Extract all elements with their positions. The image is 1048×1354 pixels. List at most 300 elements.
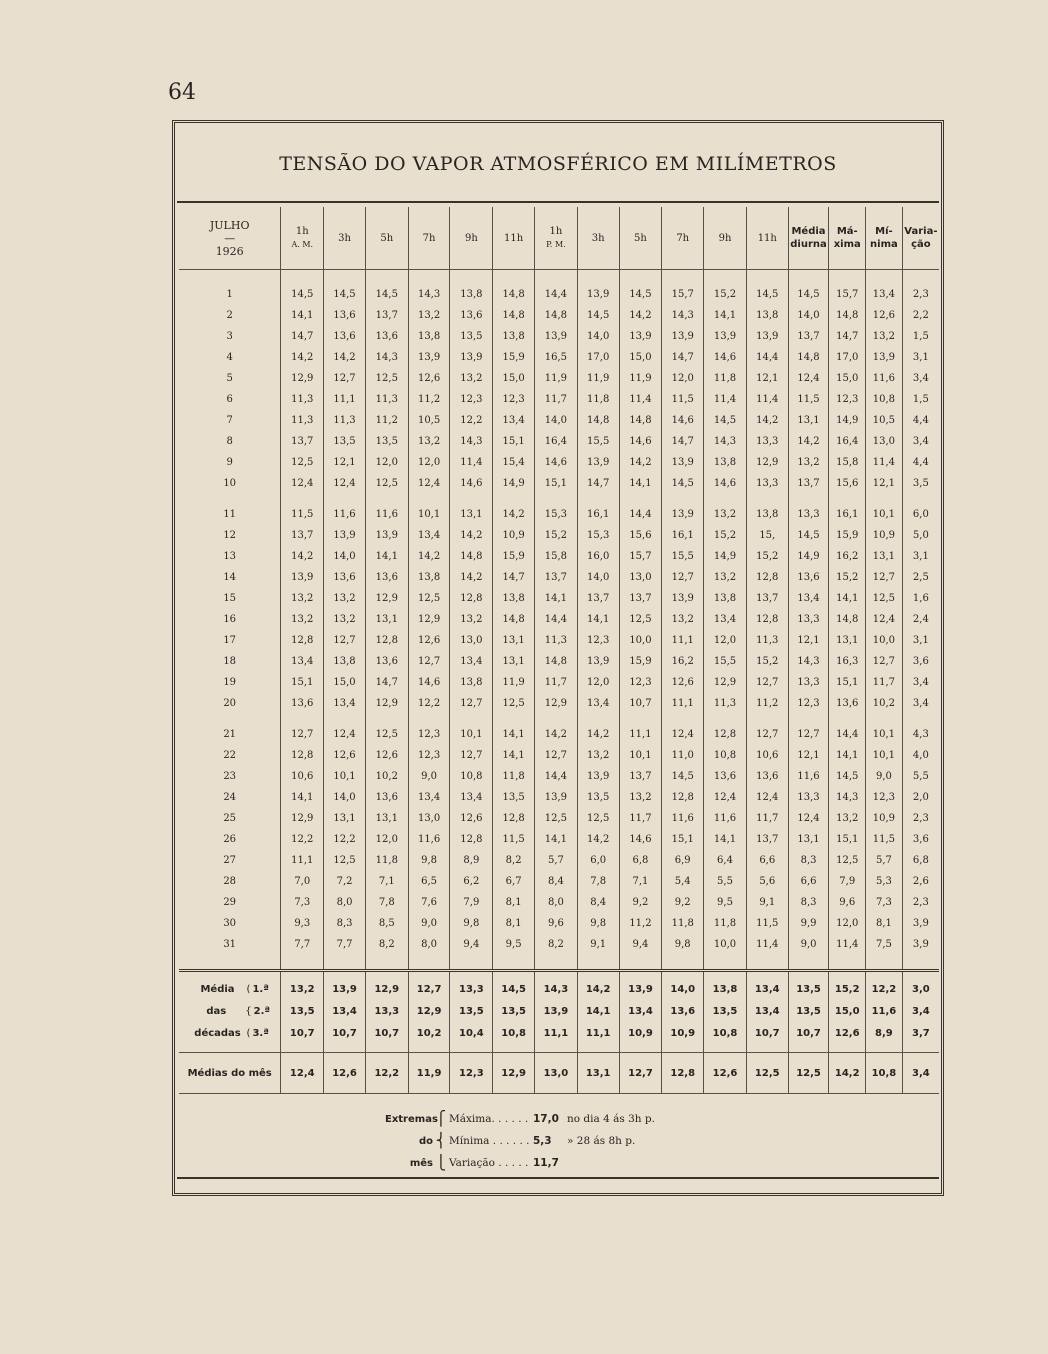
value-cell: 13,7 — [788, 326, 829, 347]
value-cell: 7,7 — [324, 934, 366, 971]
column-header-top: 7h — [676, 232, 690, 244]
value-cell: 9,0 — [408, 766, 450, 787]
value-cell: 4,4 — [902, 452, 939, 473]
table-row — [179, 431, 939, 452]
value-cell: 15,7 — [619, 546, 662, 567]
value-cell: 11,6 — [866, 368, 903, 389]
value-cell: 15,1 — [281, 672, 324, 693]
column-header — [324, 207, 366, 270]
value-cell: 15,9 — [493, 546, 535, 567]
value-cell: 11,5 — [662, 389, 704, 410]
value-cell: 10,6 — [281, 766, 324, 787]
monthly-value-cell: 13,1 — [577, 1053, 619, 1094]
column-header-top: 7h — [422, 232, 436, 244]
month-dash: — — [224, 231, 236, 245]
value-cell: 11,3 — [281, 410, 324, 431]
day-cell: 9 — [226, 457, 233, 468]
value-cell: 3,4 — [902, 693, 939, 714]
value-cell: 3,1 — [902, 347, 939, 368]
column-header-top: 1h — [295, 226, 309, 237]
value-cell: 14,2 — [619, 305, 662, 326]
value-cell: 8,1 — [493, 913, 535, 934]
value-cell: 9,0 — [788, 934, 829, 971]
value-cell: 14,7 — [662, 431, 704, 452]
value-cell: 10,0 — [619, 630, 662, 651]
value-cell: 15,9 — [493, 347, 535, 368]
decade-value-cell: 15,0 — [829, 1000, 866, 1022]
table-row — [179, 672, 939, 693]
value-cell: 14,8 — [619, 410, 662, 431]
table-row — [179, 410, 939, 431]
value-cell: 11,9 — [535, 368, 578, 389]
value-cell: 12,3 — [577, 630, 619, 651]
value-cell: 8,9 — [450, 850, 493, 871]
value-cell: 12,3 — [788, 693, 829, 714]
title-divider — [177, 201, 939, 203]
value-cell: 14,8 — [788, 347, 829, 368]
value-cell: 14,7 — [493, 567, 535, 588]
value-cell: 15, — [746, 525, 788, 546]
value-cell: 5,0 — [902, 525, 939, 546]
value-cell: 14,0 — [577, 326, 619, 347]
column-header — [365, 207, 408, 270]
value-cell: 13,9 — [408, 347, 450, 368]
value-cell: 12,8 — [493, 808, 535, 829]
value-cell: 10,9 — [866, 525, 903, 546]
value-cell: 12,6 — [866, 305, 903, 326]
column-header — [902, 207, 939, 270]
value-cell: 12,0 — [365, 452, 408, 473]
year-label: 1926 — [215, 244, 244, 258]
value-cell: 13,6 — [324, 326, 366, 347]
value-cell: 12,0 — [577, 672, 619, 693]
value-cell: 15,7 — [829, 270, 866, 306]
decade-value-cell: 14,2 — [577, 971, 619, 1001]
value-cell: 11,5 — [493, 829, 535, 850]
decade-value-cell: 13,5 — [493, 1000, 535, 1022]
value-cell: 12,7 — [746, 714, 788, 745]
decade-value-cell: 13,8 — [704, 971, 747, 1001]
value-cell: 15,9 — [829, 525, 866, 546]
month-header — [179, 207, 281, 270]
value-cell: 15,1 — [493, 431, 535, 452]
value-cell: 13,9 — [746, 326, 788, 347]
decade-value-cell: 15,2 — [829, 971, 866, 1001]
value-cell: 11,5 — [866, 829, 903, 850]
monthly-value-cell: 10,8 — [866, 1053, 903, 1094]
header-row — [179, 207, 939, 270]
table-row — [179, 588, 939, 609]
value-cell: 10,1 — [324, 766, 366, 787]
value-cell: 14,2 — [408, 546, 450, 567]
decade-label — [179, 1000, 281, 1022]
value-cell: 12,4 — [866, 609, 903, 630]
table-row — [179, 494, 939, 525]
value-cell: 12,4 — [324, 714, 366, 745]
value-cell: 11,7 — [746, 808, 788, 829]
value-cell: 16,1 — [577, 494, 619, 525]
value-cell: 13,7 — [281, 525, 324, 546]
value-cell: 11,5 — [281, 494, 324, 525]
value-cell: 13,6 — [450, 305, 493, 326]
value-cell: 15,1 — [535, 473, 578, 494]
value-cell: 13,4 — [450, 787, 493, 808]
day-cell: 17 — [223, 635, 237, 646]
decade-value-cell: 13,5 — [281, 1000, 324, 1022]
column-header-bottom: diurna — [790, 239, 827, 250]
value-cell: 13,8 — [746, 305, 788, 326]
value-cell: 14,4 — [535, 609, 578, 630]
value-cell: 13,8 — [408, 567, 450, 588]
decade-value-cell: 13,5 — [704, 1000, 747, 1022]
value-cell: 12,5 — [408, 588, 450, 609]
value-cell: 8,0 — [408, 934, 450, 971]
extreme-name: Máxima. . . . . . — [449, 1113, 529, 1125]
value-cell: 12,6 — [324, 745, 366, 766]
decade-value-cell: 13,6 — [662, 1000, 704, 1022]
column-header-bottom: xima — [833, 239, 861, 250]
decade-value-cell: 3,4 — [902, 1000, 939, 1022]
table-frame — [172, 120, 944, 1196]
decade-value-cell: 10,9 — [662, 1022, 704, 1053]
value-cell: 14,3 — [408, 270, 450, 306]
column-header — [577, 207, 619, 270]
column-header-bottom: P. M. — [546, 240, 566, 249]
value-cell: 14,1 — [577, 609, 619, 630]
value-cell: 3,6 — [902, 829, 939, 850]
extreme-row — [385, 1130, 655, 1152]
value-cell: 12,8 — [281, 630, 324, 651]
day-cell: 29 — [223, 897, 237, 908]
value-cell: 4,3 — [902, 714, 939, 745]
decade-value-cell: 13,9 — [535, 1000, 578, 1022]
value-cell: 13,5 — [450, 326, 493, 347]
value-cell: 11,4 — [746, 934, 788, 971]
decade-label — [179, 1022, 281, 1053]
column-header-top: Má- — [836, 226, 858, 237]
decade-value-cell: 14,3 — [535, 971, 578, 1001]
value-cell: 12,6 — [450, 808, 493, 829]
extreme-side-label: Extremas — [385, 1113, 438, 1125]
value-cell: 15,2 — [829, 567, 866, 588]
value-cell: 13,2 — [324, 609, 366, 630]
value-cell: 11,7 — [619, 808, 662, 829]
value-cell: 13,4 — [450, 651, 493, 672]
value-cell: 14,6 — [704, 347, 747, 368]
value-cell: 12,3 — [408, 745, 450, 766]
decade-number: 1.ª — [252, 983, 269, 995]
value-cell: 15,4 — [493, 452, 535, 473]
monthly-value-cell: 12,4 — [281, 1053, 324, 1094]
decade-value-cell: 13,4 — [619, 1000, 662, 1022]
monthly-row — [179, 1053, 939, 1094]
value-cell: 15,0 — [493, 368, 535, 389]
value-cell: 14,2 — [324, 347, 366, 368]
column-header — [619, 207, 662, 270]
value-cell: 11,9 — [577, 368, 619, 389]
value-cell: 12,4 — [704, 787, 747, 808]
value-cell: 12,8 — [450, 829, 493, 850]
decade-label-word: décadas — [194, 1027, 241, 1039]
value-cell: 14,8 — [493, 270, 535, 306]
value-cell: 8,1 — [866, 913, 903, 934]
decade-value-cell: 3,0 — [902, 971, 939, 1001]
value-cell: 15,2 — [704, 525, 747, 546]
value-cell: 15,6 — [619, 525, 662, 546]
column-header-bottom: A. M. — [291, 240, 314, 249]
value-cell: 13,3 — [788, 672, 829, 693]
column-header-top: 9h — [464, 232, 478, 244]
value-cell: 14,2 — [788, 431, 829, 452]
value-cell: 13,2 — [866, 326, 903, 347]
value-cell: 13,1 — [365, 808, 408, 829]
value-cell: 7,1 — [365, 871, 408, 892]
table-row — [179, 609, 939, 630]
value-cell: 11,9 — [493, 672, 535, 693]
value-cell: 4,0 — [902, 745, 939, 766]
value-cell: 6,9 — [662, 850, 704, 871]
value-cell: 14,1 — [493, 745, 535, 766]
value-cell: 13,8 — [450, 672, 493, 693]
value-cell: 14,0 — [577, 567, 619, 588]
value-cell: 3,5 — [902, 473, 939, 494]
day-cell: 26 — [223, 834, 237, 845]
day-cell: 19 — [223, 677, 237, 688]
value-cell: 15,0 — [619, 347, 662, 368]
value-cell: 10,5 — [866, 410, 903, 431]
value-cell: 13,9 — [535, 787, 578, 808]
value-cell: 2,5 — [902, 567, 939, 588]
value-cell: 7,3 — [866, 892, 903, 913]
decade-value-cell: 8,9 — [866, 1022, 903, 1053]
value-cell: 14,7 — [662, 347, 704, 368]
value-cell: 11,1 — [281, 850, 324, 871]
value-cell: 8,0 — [324, 892, 366, 913]
value-cell: 11,3 — [746, 630, 788, 651]
value-cell: 13,9 — [577, 270, 619, 306]
decade-row — [179, 1000, 939, 1022]
value-cell: 13,2 — [704, 494, 747, 525]
table-row — [179, 829, 939, 850]
value-cell: 7,8 — [577, 871, 619, 892]
value-cell: 13,5 — [365, 431, 408, 452]
value-cell: 14,6 — [662, 410, 704, 431]
day-cell: 31 — [223, 939, 237, 950]
value-cell: 13,4 — [577, 693, 619, 714]
decade-value-cell: 12,7 — [408, 971, 450, 1001]
value-cell: 12,6 — [662, 672, 704, 693]
value-cell: 9,2 — [619, 892, 662, 913]
value-cell: 12,5 — [365, 714, 408, 745]
value-cell: 13,6 — [788, 567, 829, 588]
value-cell: 8,5 — [365, 913, 408, 934]
decade-value-cell: 13,5 — [450, 1000, 493, 1022]
table-row — [179, 850, 939, 871]
value-cell: 12,4 — [324, 473, 366, 494]
value-cell: 14,2 — [281, 546, 324, 567]
value-cell: 16,2 — [829, 546, 866, 567]
value-cell: 13,7 — [746, 588, 788, 609]
value-cell: 13,9 — [704, 326, 747, 347]
column-header-top: 5h — [634, 232, 647, 244]
value-cell: 12,3 — [493, 389, 535, 410]
value-cell: 14,9 — [704, 546, 747, 567]
extreme-name: Variação . . . . . — [449, 1157, 529, 1169]
value-cell: 14,1 — [365, 546, 408, 567]
table-row — [179, 473, 939, 494]
table-row — [179, 934, 939, 971]
value-cell: 12,1 — [324, 452, 366, 473]
value-cell: 14,5 — [704, 410, 747, 431]
value-cell: 12,3 — [829, 389, 866, 410]
value-cell: 10,6 — [746, 745, 788, 766]
value-cell: 13,6 — [365, 787, 408, 808]
decade-value-cell: 14,1 — [577, 1000, 619, 1022]
value-cell: 14,6 — [619, 431, 662, 452]
decade-label-word: das — [206, 1005, 227, 1017]
value-cell: 14,9 — [788, 546, 829, 567]
value-cell: 14,1 — [829, 745, 866, 766]
value-cell: 11,1 — [324, 389, 366, 410]
value-cell: 12,7 — [408, 651, 450, 672]
value-cell: 15,8 — [535, 546, 578, 567]
value-cell: 10,5 — [408, 410, 450, 431]
decade-value-cell: 12,2 — [866, 971, 903, 1001]
value-cell: 13,9 — [450, 347, 493, 368]
value-cell: 12,9 — [281, 808, 324, 829]
value-cell: 1,5 — [902, 326, 939, 347]
value-cell: 6,8 — [902, 850, 939, 871]
value-cell: 11,1 — [619, 714, 662, 745]
value-cell: 3,4 — [902, 672, 939, 693]
table-title: TENSÃO DO VAPOR ATMOSFÉRICO EM MILÍMETROS — [279, 153, 837, 175]
day-cell: 8 — [226, 436, 233, 447]
value-cell: 10,1 — [408, 494, 450, 525]
decade-value-cell: 11,1 — [577, 1022, 619, 1053]
extreme-row — [385, 1108, 655, 1130]
value-cell: 15,1 — [829, 829, 866, 850]
value-cell: 11,8 — [704, 913, 747, 934]
value-cell: 11,0 — [662, 745, 704, 766]
value-cell: 14,3 — [788, 651, 829, 672]
table-row — [179, 766, 939, 787]
decade-value-cell: 13,9 — [324, 971, 366, 1001]
column-header — [408, 207, 450, 270]
value-cell: 11,2 — [365, 410, 408, 431]
value-cell: 13,4 — [408, 787, 450, 808]
decade-value-cell: 11,1 — [535, 1022, 578, 1053]
value-cell: 15,5 — [704, 651, 747, 672]
value-cell: 13,4 — [866, 270, 903, 306]
column-header — [493, 207, 535, 270]
value-cell: 11,4 — [866, 452, 903, 473]
value-cell: 11,4 — [619, 389, 662, 410]
bottom-divider — [177, 1177, 939, 1179]
table-row — [179, 630, 939, 651]
value-cell: 13,8 — [408, 326, 450, 347]
value-cell: 11,6 — [662, 808, 704, 829]
value-cell: 13,1 — [788, 829, 829, 850]
value-cell: 12,4 — [662, 714, 704, 745]
value-cell: 12,4 — [788, 368, 829, 389]
value-cell: 9,0 — [408, 913, 450, 934]
value-cell: 11,5 — [788, 389, 829, 410]
value-cell: 6,5 — [408, 871, 450, 892]
value-cell: 14,4 — [746, 347, 788, 368]
value-cell: 15,5 — [577, 431, 619, 452]
value-cell: 14,4 — [535, 766, 578, 787]
value-cell: 11,7 — [535, 672, 578, 693]
table-row — [179, 305, 939, 326]
value-cell: 12,7 — [324, 630, 366, 651]
value-cell: 13,8 — [324, 651, 366, 672]
value-cell: 11,7 — [535, 389, 578, 410]
monthly-value-cell: 12,2 — [365, 1053, 408, 1094]
value-cell: 12,2 — [281, 829, 324, 850]
value-cell: 16,5 — [535, 347, 578, 368]
value-cell: 14,3 — [704, 431, 747, 452]
value-cell: 13,6 — [365, 567, 408, 588]
decade-value-cell: 12,9 — [365, 971, 408, 1001]
extreme-when: no dia 4 ás 3h p. — [567, 1113, 655, 1125]
decade-value-cell: 13,9 — [619, 971, 662, 1001]
value-cell: 14,8 — [577, 410, 619, 431]
value-cell: 14,5 — [746, 270, 788, 306]
value-cell: 12,5 — [535, 808, 578, 829]
column-header — [866, 207, 903, 270]
column-header — [746, 207, 788, 270]
value-cell: 13,6 — [829, 693, 866, 714]
value-cell: 15,2 — [746, 546, 788, 567]
value-cell: 13,2 — [408, 431, 450, 452]
value-cell: 14,7 — [365, 672, 408, 693]
value-cell: 14,5 — [662, 766, 704, 787]
value-cell: 16,3 — [829, 651, 866, 672]
value-cell: 14,5 — [829, 766, 866, 787]
value-cell: 11,9 — [619, 368, 662, 389]
value-cell: 11,6 — [704, 808, 747, 829]
value-cell: 14,2 — [577, 829, 619, 850]
value-cell: 7,9 — [829, 871, 866, 892]
value-cell: 7,6 — [408, 892, 450, 913]
value-cell: 14,4 — [619, 494, 662, 525]
extreme-name: Mínima . . . . . . — [449, 1135, 530, 1147]
value-cell: 12,6 — [408, 368, 450, 389]
brace: ( — [246, 983, 251, 995]
value-cell: 2,4 — [902, 609, 939, 630]
value-cell: 12,0 — [365, 829, 408, 850]
day-cell: 21 — [223, 729, 237, 740]
value-cell: 13,7 — [788, 473, 829, 494]
value-cell: 13,2 — [704, 567, 747, 588]
value-cell: 13,0 — [619, 567, 662, 588]
value-cell: 13,0 — [408, 808, 450, 829]
value-cell: 12,4 — [281, 473, 324, 494]
table-row — [179, 714, 939, 745]
day-cell: 10 — [223, 478, 237, 489]
value-cell: 13,2 — [408, 305, 450, 326]
value-cell: 10,0 — [866, 630, 903, 651]
value-cell: 14,5 — [662, 473, 704, 494]
decade-value-cell: 10,7 — [281, 1022, 324, 1053]
value-cell: 14,3 — [450, 431, 493, 452]
extreme-value: 5,3 — [533, 1135, 552, 1147]
column-header-bottom: ção — [911, 239, 931, 250]
value-cell: 13,8 — [704, 452, 747, 473]
value-cell: 11,2 — [619, 913, 662, 934]
value-cell: 10,1 — [450, 714, 493, 745]
value-cell: 13,6 — [365, 651, 408, 672]
